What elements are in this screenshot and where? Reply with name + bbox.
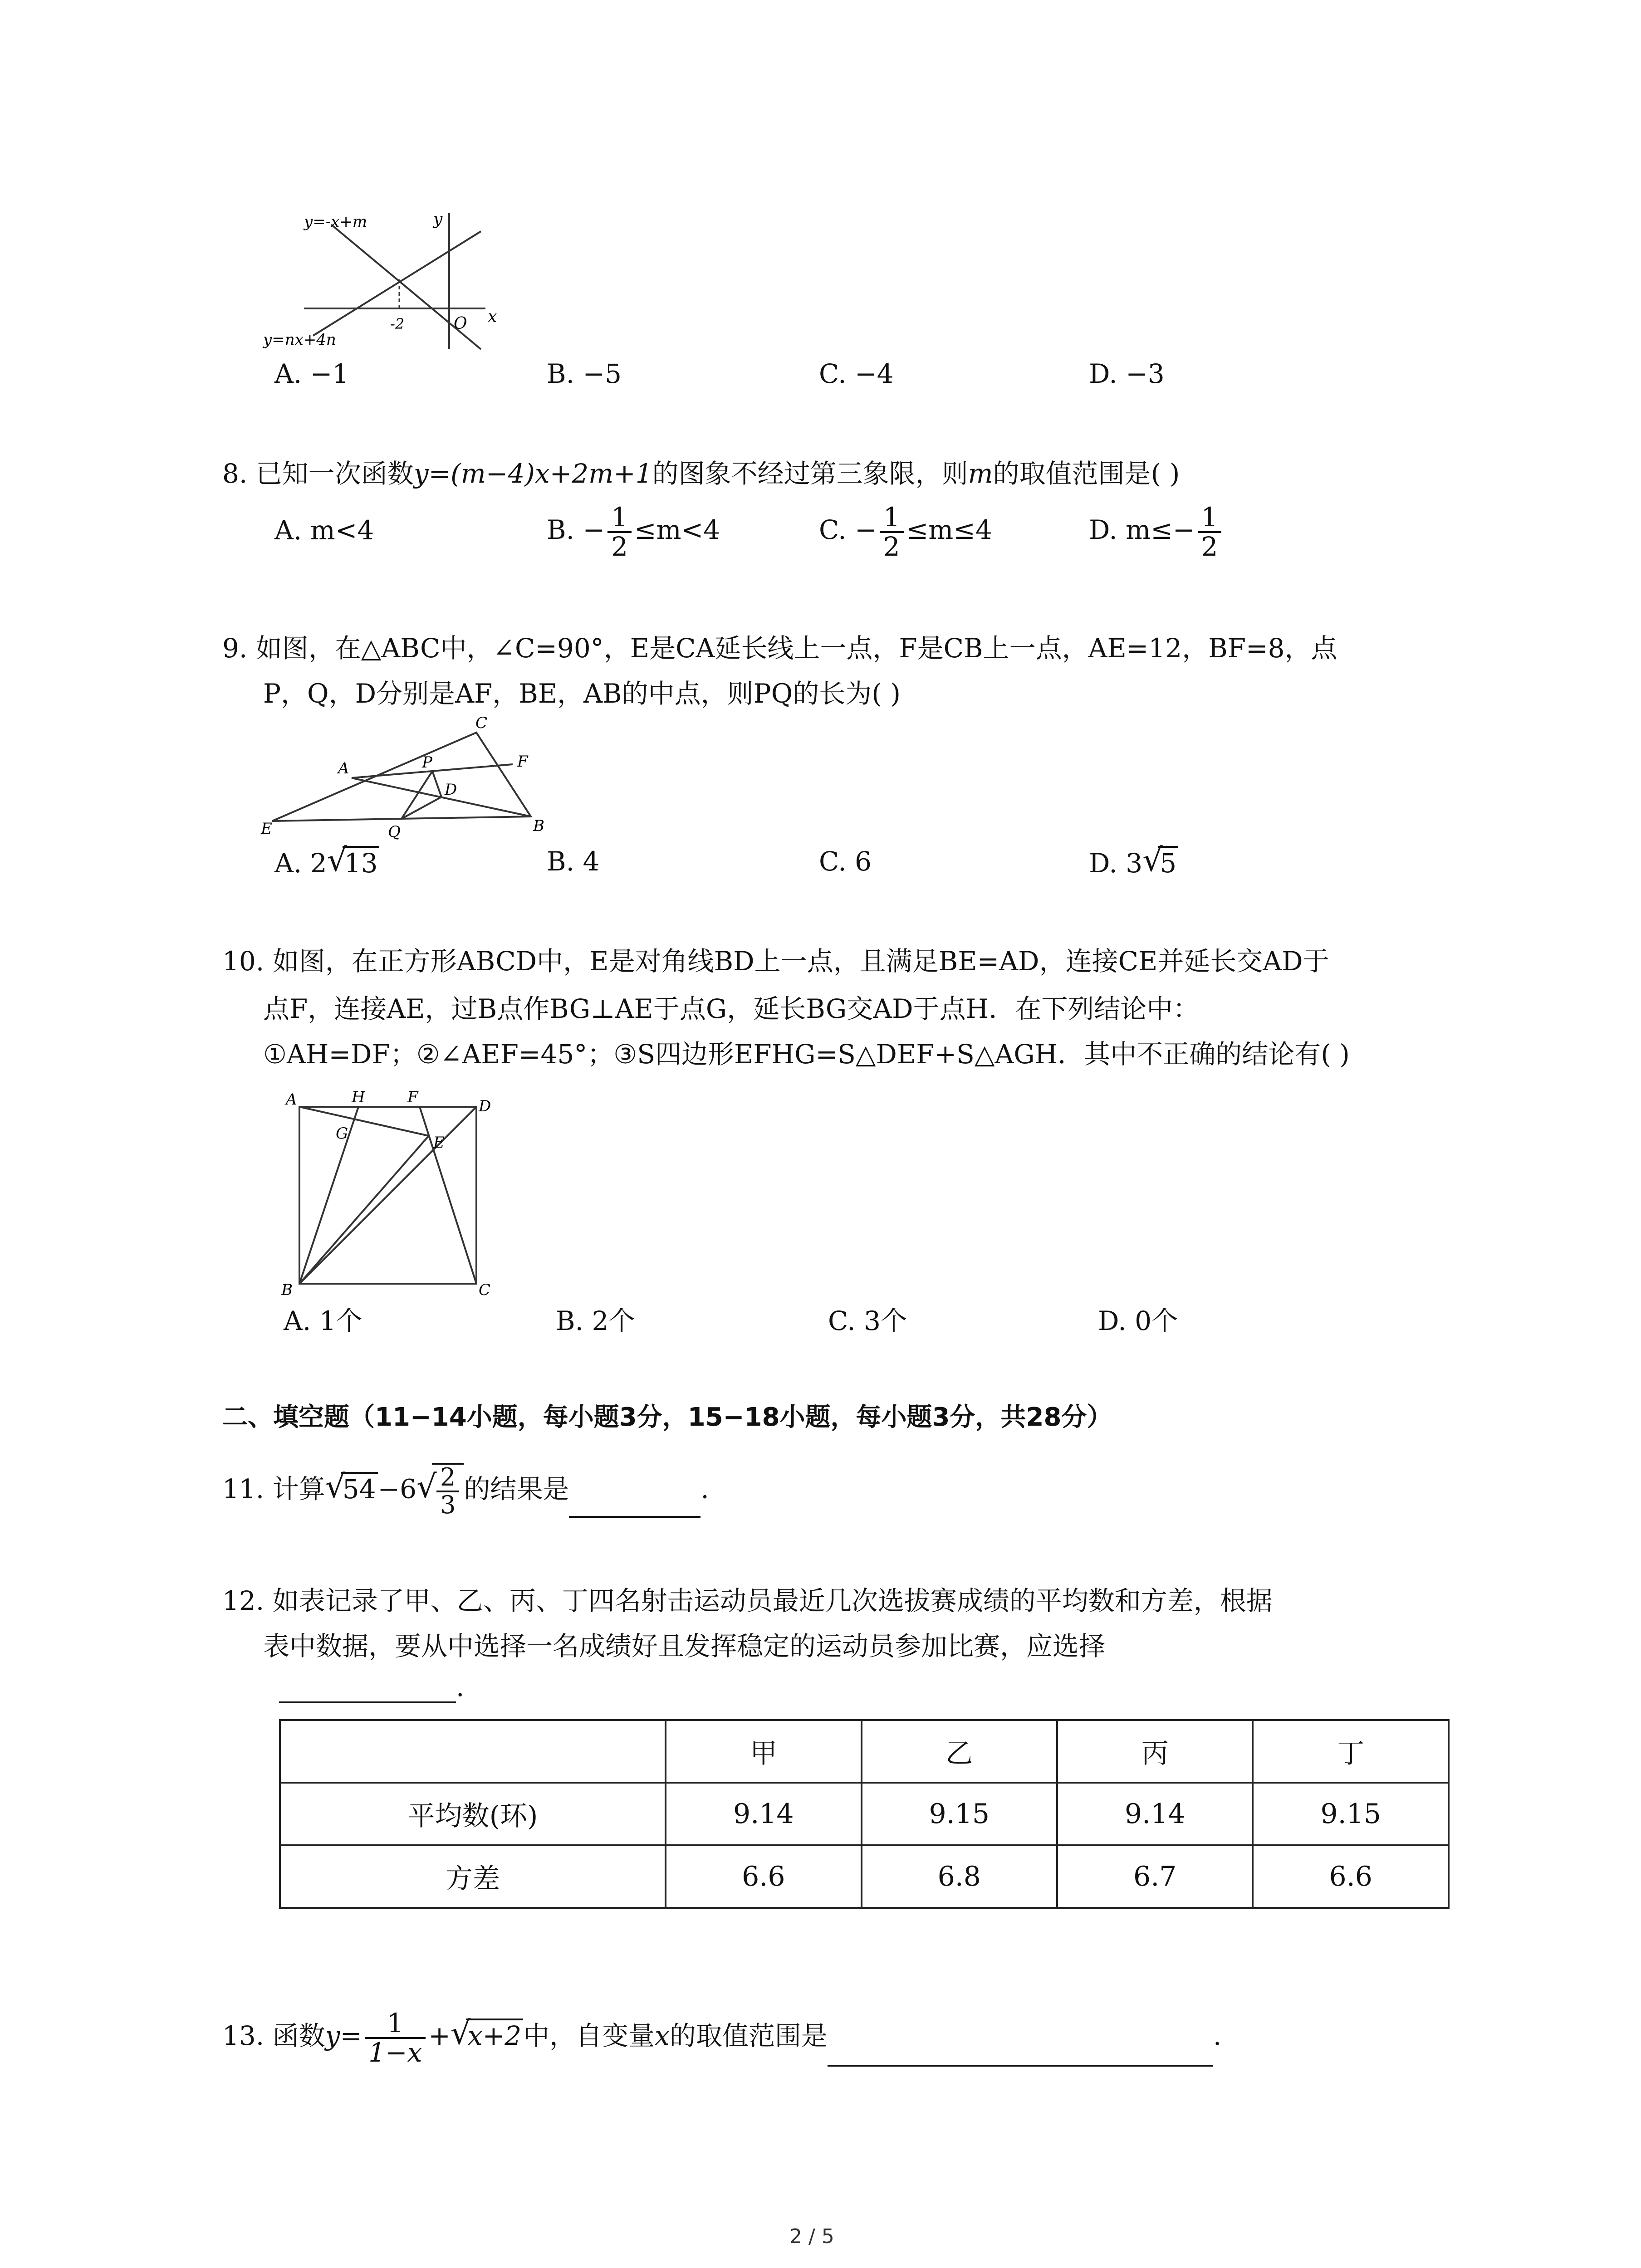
- q11-text-b: 的结果是: [464, 1473, 569, 1505]
- q9-option-d-root: √ 5: [1142, 846, 1178, 879]
- q9-option-a-root: √ 13: [327, 846, 380, 879]
- q10-option-d[interactable]: D. 0个: [1098, 1305, 1178, 1336]
- q10-square-figure: [272, 1089, 508, 1302]
- q13-text-b: 中，自变量: [523, 2020, 655, 2051]
- table-cell: 6.6: [666, 1845, 861, 1908]
- q9-label-d: D: [445, 781, 457, 799]
- q10-label-g: G: [336, 1124, 348, 1143]
- q8-text-a: 已知一次函数: [255, 458, 414, 489]
- table-cell: 平均数(环): [280, 1783, 666, 1845]
- q10-label-f: F: [407, 1088, 418, 1106]
- q8-number: 8.: [222, 458, 248, 489]
- q12-answer-blank[interactable]: [279, 1674, 456, 1703]
- q8-option-c-fraction: $\frac{1}{2}$: [880, 503, 904, 561]
- q13-number: 13.: [222, 2020, 265, 2051]
- q8-option-c[interactable]: [819, 503, 992, 561]
- q8-stem: [222, 458, 1180, 490]
- q9-option-b[interactable]: B. 4: [547, 846, 600, 877]
- table-cell: 6.7: [1057, 1845, 1253, 1908]
- q9-option-a-prefix: A. 2: [274, 848, 327, 879]
- q10-line3: ①AH=DF；②∠AEF=45°；③S四边形EFHG=S△DEF+S△AGH．其中不正确的结论有( ): [263, 1039, 1350, 1070]
- table-header-cell: 丁: [1253, 1720, 1449, 1783]
- q13-answer-blank[interactable]: [828, 2038, 1213, 2067]
- q13-end: .: [1213, 2020, 1222, 2051]
- q12-number: 12.: [222, 1585, 265, 1616]
- q8-option-b-fraction: $\frac{1}{2}$: [607, 503, 632, 561]
- section-fill-in-heading: 二、填空题（11−14小题，每小题3分，15−18小题，每小题3分，共28分）: [222, 1403, 1112, 1432]
- q10-label-c: C: [479, 1281, 491, 1299]
- q7-y-axis-label: y: [433, 210, 443, 229]
- table-cell: 9.14: [1057, 1783, 1253, 1845]
- table-cell: 9.15: [862, 1783, 1057, 1845]
- q9-label-c: C: [475, 714, 488, 732]
- table-cell: 方差: [280, 1845, 666, 1908]
- q13-plus: +: [428, 2020, 451, 2051]
- q10-label-b: B: [281, 1281, 293, 1299]
- q11-stem: [222, 1463, 709, 1518]
- q11-end: .: [700, 1473, 709, 1505]
- table-header-row: [280, 1720, 1449, 1783]
- q13-variable: x: [655, 2020, 670, 2051]
- table-row: [280, 1845, 1449, 1908]
- q9-label-e: E: [261, 820, 272, 838]
- q10-label-a: A: [286, 1090, 297, 1109]
- q10-label-h: H: [352, 1088, 365, 1106]
- q13-y: y=: [325, 2020, 362, 2051]
- q9-line2: P，Q，D分别是AF，BE，AB的中点，则PQ的长为( ): [263, 678, 901, 709]
- q8-text-b: 的图象不经过第三象限，则: [652, 458, 968, 489]
- q11-text-a: 计算: [272, 1473, 325, 1505]
- q9-option-d[interactable]: [1089, 841, 1178, 879]
- table-header-cell: [280, 1720, 666, 1783]
- score-table: [279, 1719, 1450, 1909]
- q13-stem: [222, 2009, 1221, 2067]
- q7-origin-label: O: [454, 314, 467, 333]
- q8-option-d-fraction: $\frac{1}{2}$: [1198, 503, 1222, 561]
- table-cell: 9.15: [1253, 1783, 1449, 1845]
- q9-option-d-prefix: D. 3: [1089, 848, 1143, 879]
- q8-formula: y=(m−4)x+2m+1: [413, 458, 652, 489]
- q10-option-c[interactable]: C. 3个: [828, 1305, 907, 1336]
- q7-label-line1: y=-x+m: [304, 213, 367, 231]
- q10-option-a[interactable]: A. 1个: [284, 1305, 362, 1336]
- q9-option-c[interactable]: C. 6: [819, 846, 872, 877]
- q7-option-d[interactable]: D. −3: [1089, 358, 1165, 389]
- q8-text-c: 的取值范围是( ): [993, 458, 1180, 489]
- q7-label-line2: y=nx+4n: [263, 331, 336, 349]
- table-header-cell: 乙: [862, 1720, 1057, 1783]
- q9-label-p: P: [422, 753, 432, 772]
- q10-option-b[interactable]: B. 2个: [556, 1305, 635, 1336]
- page-number: 2 / 5: [789, 2225, 834, 2248]
- table-cell: 6.6: [1253, 1845, 1449, 1908]
- q10-label-d: D: [479, 1097, 491, 1115]
- q12-line1: 如表记录了甲、乙、丙、丁四名射击运动员最近几次选拔赛成绩的平均数和方差，根据: [272, 1585, 1273, 1616]
- table-cell: 9.14: [666, 1783, 861, 1845]
- q9-label-b: B: [533, 817, 544, 835]
- q12-answer-line: [279, 1672, 464, 1703]
- q9-label-q: Q: [388, 823, 401, 841]
- q10-stem-line1: [222, 946, 1329, 978]
- q8-option-b-prefix: B. −: [547, 514, 605, 545]
- q10-number: 10.: [222, 946, 265, 977]
- q11-root-54: √ 54: [325, 1472, 378, 1505]
- q10-line1: 如图，在正方形ABCD中，E是对角线BD上一点，且满足BE=AD，连接CE并延长交AD于: [272, 946, 1329, 977]
- q8-option-d[interactable]: [1089, 503, 1224, 561]
- q7-option-c[interactable]: C. −4: [819, 358, 894, 389]
- table-header-cell: 甲: [666, 1720, 861, 1783]
- q8-option-b-suffix: ≤m<4: [634, 514, 720, 545]
- table-cell: 6.8: [862, 1845, 1057, 1908]
- q9-line1: 如图，在△ABC中，∠C=90°，E是CA延长线上一点，F是CB上一点，AE=12，BF=8，点: [255, 633, 1337, 664]
- q7-option-a[interactable]: A. −1: [274, 358, 349, 389]
- q12-line2: 表中数据，要从中选择一名成绩好且发挥稳定的运动员参加比赛，应选择: [263, 1631, 1106, 1662]
- q7-x-axis-label: x: [488, 308, 497, 326]
- q7-option-b[interactable]: B. −5: [547, 358, 622, 389]
- q12-stem-line1: [222, 1585, 1273, 1617]
- q8-option-d-prefix: D. m≤−: [1089, 514, 1195, 545]
- q8-option-b[interactable]: [547, 503, 720, 561]
- q8-option-c-prefix: C. −: [819, 514, 877, 545]
- table-row: [280, 1783, 1449, 1845]
- q11-answer-blank[interactable]: [569, 1489, 700, 1518]
- q8-option-c-suffix: ≤m≤4: [906, 514, 992, 545]
- q9-stem-line1: [222, 633, 1337, 665]
- q13-root: √ x+2: [451, 2019, 523, 2052]
- q7-function-graph: [254, 200, 508, 358]
- q11-mid: −6: [377, 1473, 417, 1505]
- q9-number: 9.: [222, 633, 248, 664]
- q9-label-f: F: [517, 753, 528, 771]
- q9-label-a: A: [338, 759, 349, 777]
- q9-option-a[interactable]: [274, 841, 379, 879]
- q11-root-fraction: √ $\frac{2}{3}$: [416, 1463, 464, 1518]
- q10-label-e: E: [433, 1134, 445, 1152]
- table-header-cell: 丙: [1057, 1720, 1253, 1783]
- q9-triangle-figure: [259, 712, 544, 841]
- q8-option-a[interactable]: A. m<4: [274, 515, 374, 546]
- q13-fraction: $\frac{1}{1-x}$: [365, 2009, 426, 2067]
- q7-tick-label: -2: [390, 315, 405, 332]
- q13-text-a: 函数: [272, 2020, 325, 2051]
- q12-end: .: [456, 1672, 465, 1702]
- q10-line2: 点F，连接AE，过B点作BG⊥AE于点G，延长BG交AD于点H．在下列结论中：: [263, 993, 1200, 1024]
- q13-text-c: 的取值范围是: [669, 2020, 828, 2051]
- q8-variable: m: [968, 458, 993, 489]
- q11-number: 11.: [222, 1473, 265, 1505]
